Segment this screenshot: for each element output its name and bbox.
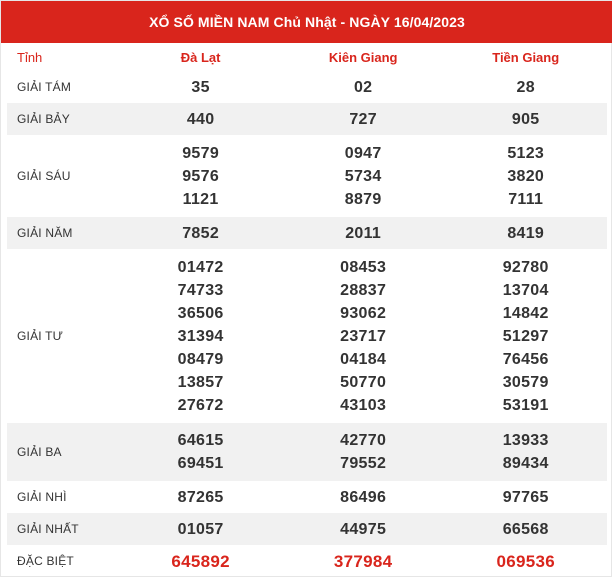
result-cell-kien-giang <box>282 135 445 217</box>
result-cell-da-lat <box>119 481 282 513</box>
result-numbers <box>119 550 282 573</box>
winning-number: 28 <box>516 78 535 96</box>
result-numbers <box>444 429 607 475</box>
prize-row-giai-tu <box>7 249 607 423</box>
result-cell-da-lat <box>119 71 282 103</box>
winning-number: 28837 <box>340 281 387 299</box>
result-cell-tien-giang <box>444 481 607 513</box>
result-cell-da-lat <box>119 103 282 135</box>
winning-number: 1121 <box>182 190 219 208</box>
result-cell-kien-giang <box>282 481 445 513</box>
winning-number: 51297 <box>502 327 549 345</box>
result-cell-kien-giang <box>282 103 445 135</box>
result-cell-tien-giang <box>444 71 607 103</box>
result-cell-kien-giang <box>282 71 445 103</box>
winning-number: 13704 <box>502 281 549 299</box>
winning-number: 42770 <box>340 432 387 449</box>
result-numbers <box>119 518 282 541</box>
winning-number: 27672 <box>177 396 224 414</box>
province-header-da-lat[interactable]: Đà Lạt <box>180 49 221 65</box>
province-header-label: Tỉnh <box>17 49 43 65</box>
winning-number: 69451 <box>177 455 224 472</box>
result-cell-kien-giang <box>282 217 445 249</box>
winning-number: 7852 <box>182 224 220 242</box>
winning-number: 8879 <box>344 190 382 208</box>
result-numbers <box>444 108 607 131</box>
winning-number: 64615 <box>177 432 224 449</box>
result-cell-da-lat <box>119 217 282 249</box>
result-cell-tien-giang <box>444 249 607 423</box>
result-cell-kien-giang <box>282 513 445 545</box>
result-cell-tien-giang <box>444 513 607 545</box>
winning-number: 74733 <box>177 281 224 299</box>
result-cell-da-lat <box>119 423 282 481</box>
winning-number: 44975 <box>340 520 387 538</box>
result-numbers <box>444 518 607 541</box>
winning-number: 13857 <box>177 373 224 391</box>
winning-number: 440 <box>186 110 215 128</box>
result-numbers <box>444 486 607 509</box>
results-table <box>7 43 607 577</box>
prize-row-giai-nhi <box>7 481 607 513</box>
prize-label: GIẢI BA <box>7 423 119 481</box>
winning-number: 0947 <box>344 144 382 162</box>
result-cell-kien-giang <box>282 423 445 481</box>
winning-number: 36506 <box>177 304 224 322</box>
winning-number: 87265 <box>177 488 224 506</box>
header-label-cell <box>7 43 119 71</box>
prize-label: GIẢI TƯ <box>17 329 64 343</box>
winning-number: 2011 <box>345 224 382 242</box>
result-numbers <box>444 222 607 245</box>
prize-label: GIẢI NHÌ <box>17 490 67 504</box>
result-numbers <box>119 429 282 475</box>
winning-number: 31394 <box>177 327 224 345</box>
result-numbers <box>282 518 445 541</box>
province-header-kien-giang[interactable]: Kiên Giang <box>328 49 398 65</box>
prize-row-giai-bay <box>7 103 607 135</box>
result-numbers <box>444 76 607 99</box>
winning-number: 97765 <box>502 488 549 506</box>
result-numbers <box>282 108 445 131</box>
winning-number: 377984 <box>333 551 393 571</box>
winning-number: 23717 <box>340 327 387 345</box>
winning-number: 727 <box>349 110 377 128</box>
result-numbers <box>119 222 282 245</box>
result-numbers <box>282 256 445 417</box>
winning-number: 93062 <box>340 304 387 322</box>
winning-number: 01057 <box>177 520 224 538</box>
winning-number: 79552 <box>340 455 387 472</box>
winning-number: 08479 <box>177 350 224 368</box>
winning-number: 14842 <box>502 304 549 322</box>
result-numbers <box>282 142 445 211</box>
prize-label: GIẢI SÁU <box>17 169 71 183</box>
result-cell-tien-giang <box>444 103 607 135</box>
result-numbers <box>119 256 282 417</box>
winning-number: 50770 <box>340 373 387 391</box>
prize-label: GIẢI NHẤT <box>7 513 119 545</box>
prize-row-giai-ba <box>7 423 607 481</box>
winning-number: 5123 <box>507 144 545 162</box>
winning-number: 86496 <box>340 488 387 506</box>
result-numbers <box>119 76 282 99</box>
result-cell-tien-giang <box>444 545 607 577</box>
prize-row-giai-sau <box>7 135 607 217</box>
result-numbers <box>444 550 607 573</box>
winning-number: 9576 <box>182 167 220 185</box>
page-title: XỔ SỐ MIỀN NAM Chủ Nhật - NGÀY 16/04/2023 <box>1 1 612 43</box>
result-cell-da-lat <box>119 545 282 577</box>
winning-number: 43103 <box>340 396 387 414</box>
winning-number: 5734 <box>344 167 382 185</box>
winning-number: 905 <box>511 110 540 128</box>
result-numbers <box>282 76 445 99</box>
result-numbers <box>282 429 445 475</box>
winning-number: 76456 <box>502 350 549 368</box>
prize-row-giai-tam <box>7 71 607 103</box>
result-cell-da-lat <box>119 249 282 423</box>
winning-number: 13933 <box>502 432 549 449</box>
winning-number: 89434 <box>502 455 549 472</box>
winning-number: 7111 <box>508 190 544 208</box>
winning-number: 02 <box>353 78 373 96</box>
winning-number: 66568 <box>502 520 549 538</box>
winning-number: 92780 <box>502 258 549 276</box>
result-numbers <box>282 486 445 509</box>
prize-row-dac-biet <box>7 545 607 577</box>
prize-label: GIẢI NĂM <box>7 217 119 249</box>
winning-number: 04184 <box>340 350 387 368</box>
result-cell-tien-giang <box>444 135 607 217</box>
table-header-row <box>7 43 607 71</box>
result-numbers <box>119 142 282 211</box>
province-header-tien-giang[interactable]: Tiền Giang <box>492 49 560 65</box>
prize-row-giai-nhat <box>7 513 607 545</box>
winning-number: 069536 <box>496 551 555 571</box>
result-cell-tien-giang <box>444 217 607 249</box>
winning-number: 3820 <box>507 167 545 185</box>
winning-number: 53191 <box>502 396 549 414</box>
winning-number: 8419 <box>507 224 545 242</box>
result-numbers <box>282 550 445 573</box>
result-numbers <box>282 222 445 245</box>
winning-number: 35 <box>191 78 210 96</box>
result-numbers <box>119 108 282 131</box>
result-cell-da-lat <box>119 513 282 545</box>
prize-label: ĐẶC BIỆT <box>17 554 74 568</box>
winning-number: 08453 <box>340 258 387 276</box>
result-cell-kien-giang <box>282 545 445 577</box>
winning-number: 01472 <box>177 258 224 276</box>
result-cell-kien-giang <box>282 249 445 423</box>
prize-row-giai-nam <box>7 217 607 249</box>
prize-label: GIẢI TÁM <box>17 80 72 94</box>
prize-label: GIẢI BẢY <box>7 103 119 135</box>
result-cell-da-lat <box>119 135 282 217</box>
winning-number: 30579 <box>502 373 549 391</box>
result-numbers <box>119 486 282 509</box>
result-numbers <box>444 256 607 417</box>
result-numbers <box>444 142 607 211</box>
winning-number: 645892 <box>171 551 230 571</box>
winning-number: 9579 <box>182 144 220 162</box>
result-cell-tien-giang <box>444 423 607 481</box>
